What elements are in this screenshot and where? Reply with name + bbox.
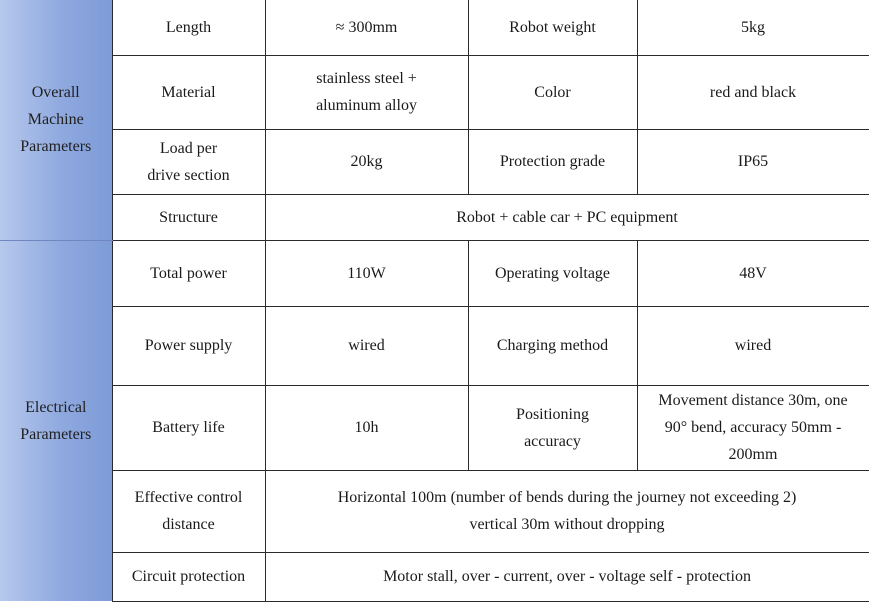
section-label-line: Electrical xyxy=(25,398,87,416)
label-line: distance xyxy=(162,516,215,533)
label-load-per-drive-section xyxy=(112,129,265,194)
value-line: vertical 30m without dropping xyxy=(469,516,665,533)
value-line: Horizontal 100m (number of bends during the journey not exceeding 2) xyxy=(337,489,797,506)
section-label-line: Overall xyxy=(31,84,80,102)
table-row xyxy=(0,194,869,240)
value-effective-control-distance xyxy=(265,470,869,552)
value-line: aluminum alloy xyxy=(316,97,417,114)
value-total-power: 110W xyxy=(265,240,468,306)
label-material: Material xyxy=(112,55,265,129)
value-operating-voltage: 48V xyxy=(637,240,869,306)
label-battery-life: Battery life xyxy=(112,385,265,470)
label-line: Load per xyxy=(159,139,218,157)
label-effective-control-distance xyxy=(112,470,265,552)
label-circuit-protection: Circuit protection xyxy=(112,552,265,601)
value-positioning-accuracy xyxy=(637,385,869,470)
value-line: stainless steel + xyxy=(316,70,417,87)
value-circuit-protection: Motor stall, over - current, over - voltage self - protection xyxy=(265,552,869,601)
value-structure: Robot + cable car + PC equipment xyxy=(265,194,869,240)
table-row xyxy=(0,470,869,552)
section-label-line: Parameters xyxy=(20,425,92,443)
value-load: 20kg xyxy=(265,129,468,194)
value-line: 90° bend, accuracy 50mm - xyxy=(664,419,842,436)
label-structure: Structure xyxy=(112,194,265,240)
table-row xyxy=(0,552,869,601)
table-row xyxy=(0,55,869,129)
value-line: 200mm xyxy=(728,446,778,463)
value-material xyxy=(265,55,468,129)
table-row xyxy=(0,129,869,194)
value-color: red and black xyxy=(637,55,869,129)
section-label-line: Parameters xyxy=(20,138,92,156)
label-line: accuracy xyxy=(524,432,581,450)
value-battery-life: 10h xyxy=(265,385,468,470)
table-row xyxy=(0,306,869,385)
section-overall-machine-parameters xyxy=(0,0,112,240)
value-protection-grade: IP65 xyxy=(637,129,869,194)
label-power-supply: Power supply xyxy=(112,306,265,385)
label-line: drive section xyxy=(147,166,230,184)
label-line: Effective control xyxy=(134,489,243,506)
section-electrical-parameters xyxy=(0,240,112,601)
value-length: ≈ 300mm xyxy=(265,0,468,55)
label-robot-weight: Robot weight xyxy=(468,0,637,55)
label-length: Length xyxy=(112,0,265,55)
table-row xyxy=(0,385,869,470)
label-charging-method: Charging method xyxy=(468,306,637,385)
value-power-supply: wired xyxy=(265,306,468,385)
label-line: Positioning xyxy=(516,405,589,423)
label-operating-voltage: Operating voltage xyxy=(468,240,637,306)
label-color: Color xyxy=(468,55,637,129)
label-protection-grade: Protection grade xyxy=(468,129,637,194)
section-label-line: Machine xyxy=(27,111,84,129)
value-charging-method: wired xyxy=(637,306,869,385)
label-total-power: Total power xyxy=(112,240,265,306)
label-positioning-accuracy xyxy=(468,385,637,470)
value-robot-weight: 5kg xyxy=(637,0,869,55)
table-row xyxy=(0,0,869,55)
table-row xyxy=(0,240,869,306)
value-line: Movement distance 30m, one xyxy=(658,392,848,409)
